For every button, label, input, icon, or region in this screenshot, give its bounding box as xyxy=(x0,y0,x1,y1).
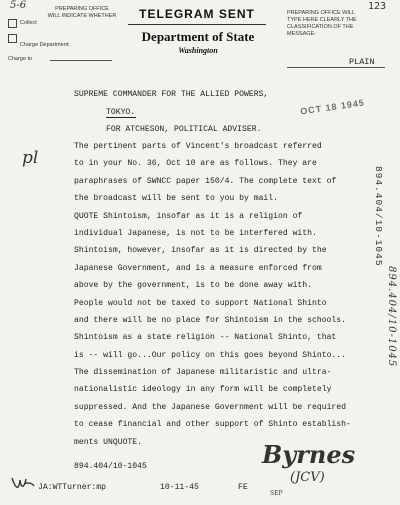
classification-value: PLAIN xyxy=(349,57,375,67)
right-note-line-1: PREPARING OFFICE WILL xyxy=(287,10,356,16)
body-line: and there will be no place for Shintoism in the schools. xyxy=(74,315,346,325)
charge-department-checkbox xyxy=(8,34,17,43)
left-note-line-2: WILL INDICATE WHETHER xyxy=(47,13,117,19)
body-line: to in your No. 36, Oct 10 are as follows. They are xyxy=(74,159,317,169)
handwritten-mark: SEP xyxy=(270,490,283,497)
body-line: is -- will go...Our policy on this goes beyond Shinto... xyxy=(74,350,346,360)
body-line: above by the government, is to be done away with. xyxy=(74,281,312,291)
charge-to-line xyxy=(50,60,112,61)
title-rule xyxy=(128,24,266,25)
charge-to-label: Charge to xyxy=(8,56,33,62)
telegram-title: TELEGRAM SENT xyxy=(139,7,255,21)
body-line: The dissemination of Japanese militaristic and ultra- xyxy=(74,368,332,378)
message-body xyxy=(74,142,351,455)
city-name: Washington xyxy=(178,46,218,55)
footer-file-number: 894.404/10-1045 xyxy=(74,462,147,471)
collect-checkbox xyxy=(8,19,17,28)
right-note-line-2: TYPE HERE CLEARLY THE xyxy=(287,17,357,23)
margin-annotation: pl xyxy=(22,148,39,168)
vertical-file-number: 894.404/10-1045 xyxy=(373,166,384,267)
left-header-note xyxy=(45,6,119,20)
address-underline xyxy=(106,117,136,118)
drafted-date: 10-11-45 xyxy=(160,483,199,492)
body-line: Shintoism as a state religion -- National Shinto, that xyxy=(74,333,337,343)
page-number: 123 xyxy=(368,1,387,12)
address-line-2: TOKYO. xyxy=(106,108,136,117)
date-received-stamp: OCT 18 1945 xyxy=(299,97,366,117)
charge-department-label: Charge Department: xyxy=(20,42,70,48)
handwritten-initials-mark xyxy=(10,474,36,494)
body-line: The pertinent parts of Vincent's broadcast referred xyxy=(74,142,322,151)
vertical-handwritten-number: 894.404/10-1045 xyxy=(386,266,397,368)
body-line: QUOTE Shintoism, insofar as it is a religion of xyxy=(74,211,303,221)
body-line: Shintoism, however, insofar as it is directed by the xyxy=(74,246,327,256)
signature: Byrnes xyxy=(262,440,356,469)
body-line: to cease financial and other support of Shinto establish- xyxy=(74,420,351,430)
signature-initials: (JCV) xyxy=(290,470,325,485)
right-note-line-4: MESSAGE: xyxy=(287,31,316,37)
body-line: the broadcast will be sent to you by mail. xyxy=(74,194,278,204)
drafting-office: FE xyxy=(238,483,248,492)
right-header-note xyxy=(287,10,357,38)
address-line-1: SUPREME COMMANDER FOR THE ALLIED POWERS, xyxy=(74,90,269,99)
body-line: individual Japanese, is not to be interfered with. xyxy=(74,228,317,238)
department-name: Department of State xyxy=(141,29,255,44)
body-line: People would not be taxed to support National Shinto xyxy=(74,298,327,308)
drafter-initials: JA:WTTurner:mp xyxy=(38,483,106,492)
corner-handwritten-number: 5-6 xyxy=(10,0,27,11)
right-note-line-3: CLASSIFICATION OF THE xyxy=(287,24,354,30)
left-note-line-1: PREPARING OFFICE xyxy=(55,6,109,12)
body-line: nationalistic ideology in any form will be completely xyxy=(74,385,332,395)
body-line: ments UNQUOTE. xyxy=(74,437,142,447)
collect-label: Collect xyxy=(20,20,37,26)
body-line: suppressed. And the Japanese Government will be required xyxy=(74,402,346,412)
body-line: Japanese Government, and is a measure enforced from xyxy=(74,263,322,273)
classification-rule xyxy=(287,67,385,68)
address-line-3: FOR ATCHESON, POLITICAL ADVISER. xyxy=(106,125,262,134)
initials-scribble xyxy=(10,474,36,494)
body-line: paraphrases of SWNCC paper 150/4. The complete text of xyxy=(74,176,337,186)
